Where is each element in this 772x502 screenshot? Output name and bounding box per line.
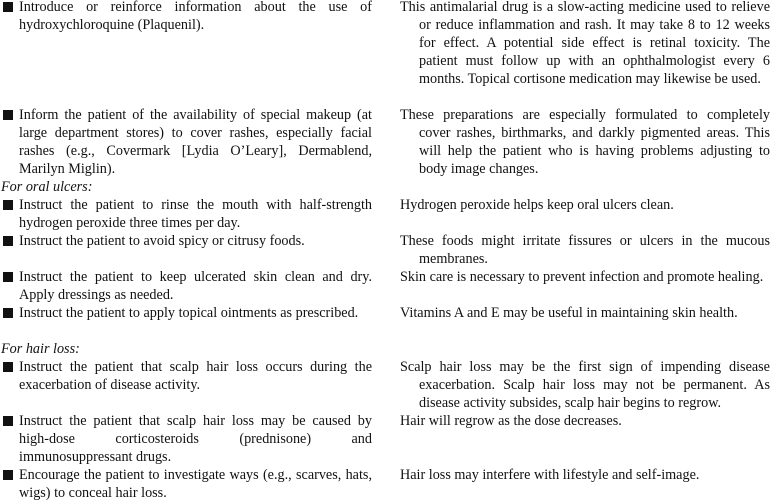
intervention-item	[1, 304, 372, 322]
rationale-text: Hair will regrow as the dose decreases.	[400, 413, 622, 429]
intervention-text: Encourage the patient to investigate ways (e.g., scarves, hats, wigs) to conceal hair loss.	[19, 467, 372, 501]
rationale-cell	[400, 304, 770, 322]
intervention-cell	[1, 232, 372, 250]
intervention-text: Instruct the patient to apply topical ointments as prescribed.	[19, 305, 359, 321]
rationale-cell	[400, 0, 770, 88]
rationale-text: Scalp hair loss may be the first sign of impending disease exacerbation. Scalp hair loss may not be permanent. As disease activity subsides, scalp hair begins to regrow.	[400, 359, 770, 411]
rationale-cell	[400, 466, 770, 484]
intervention-item	[1, 232, 372, 250]
intervention-text: Introduce or reinforce information about the use of hydroxychloroquine (Plaquenil).	[19, 0, 372, 33]
square-bullet-icon	[3, 110, 13, 120]
rationale-text: This antimalarial drug is a slow-acting medicine used to relieve or reduce inflammation and rash. It may take 8 to 12 weeks for effect. A potential side effect is retinal toxicity. The patient must follow up with an ophthalmologist every 6 months. Topical cortisone medication may likewise be used.	[400, 0, 770, 87]
rationale-text: Skin care is necessary to prevent infection and promote healing.	[400, 269, 764, 285]
square-bullet-icon	[3, 416, 13, 426]
intervention-text: Instruct the patient to keep ulcerated skin clean and dry. Apply dressings as needed.	[19, 269, 372, 303]
rationale-cell	[400, 268, 770, 286]
intervention-cell	[1, 466, 372, 502]
rationale-text: These foods might irritate fissures or ulcers in the mucous membranes.	[400, 233, 770, 267]
intervention-item	[1, 196, 372, 232]
intervention-item	[1, 0, 372, 34]
intervention-text: Instruct the patient to avoid spicy or citrusy foods.	[19, 233, 305, 249]
intervention-text: Instruct the patient to rinse the mouth with half-strength hydrogen peroxide three times per day.	[19, 197, 372, 231]
intervention-text: Instruct the patient that scalp hair loss occurs during the exacerbation of disease activity.	[19, 359, 372, 393]
section-heading: For oral ulcers:	[1, 179, 93, 195]
rationale-text: These preparations are especially formulated to completely cover rashes, birthmarks, and darkly pigmented areas. This will help the patient who is having problems adjusting to body image changes.	[400, 107, 770, 177]
intervention-cell	[1, 196, 372, 232]
intervention-cell	[1, 106, 372, 178]
intervention-item	[1, 466, 372, 502]
intervention-cell	[1, 0, 372, 34]
intervention-cell	[1, 304, 372, 322]
rationale-cell	[400, 106, 770, 178]
intervention-cell	[1, 412, 372, 466]
rationale-text: Vitamins A and E may be useful in maintaining skin health.	[400, 305, 738, 321]
intervention-item	[1, 268, 372, 304]
rationale-cell	[400, 232, 770, 268]
square-bullet-icon	[3, 272, 13, 282]
square-bullet-icon	[3, 236, 13, 246]
square-bullet-icon	[3, 200, 13, 210]
intervention-text: Instruct the patient that scalp hair loss may be caused by high-dose corticosteroids (prednisone) and immunosuppressant drugs.	[19, 413, 372, 465]
rationale-cell	[400, 412, 770, 430]
rationale-text: Hydrogen peroxide helps keep oral ulcers clean.	[400, 197, 674, 213]
square-bullet-icon	[3, 362, 13, 372]
intervention-cell	[1, 268, 372, 304]
square-bullet-icon	[3, 308, 13, 318]
intervention-item	[1, 358, 372, 394]
intervention-item	[1, 106, 372, 178]
rationale-cell	[400, 196, 770, 214]
square-bullet-icon	[3, 2, 13, 12]
square-bullet-icon	[3, 470, 13, 480]
section-heading: For hair loss:	[1, 341, 80, 357]
rationale-cell	[400, 358, 770, 412]
intervention-item	[1, 412, 372, 466]
rationale-text: Hair loss may interfere with lifestyle and self-image.	[400, 467, 700, 483]
intervention-cell	[1, 358, 372, 394]
intervention-text: Inform the patient of the availability of special makeup (at large department stores) to cover rashes, especially facial rashes (e.g., Covermark [Lydia O’Leary], Dermablend, Marilyn Miglin).	[19, 107, 372, 177]
